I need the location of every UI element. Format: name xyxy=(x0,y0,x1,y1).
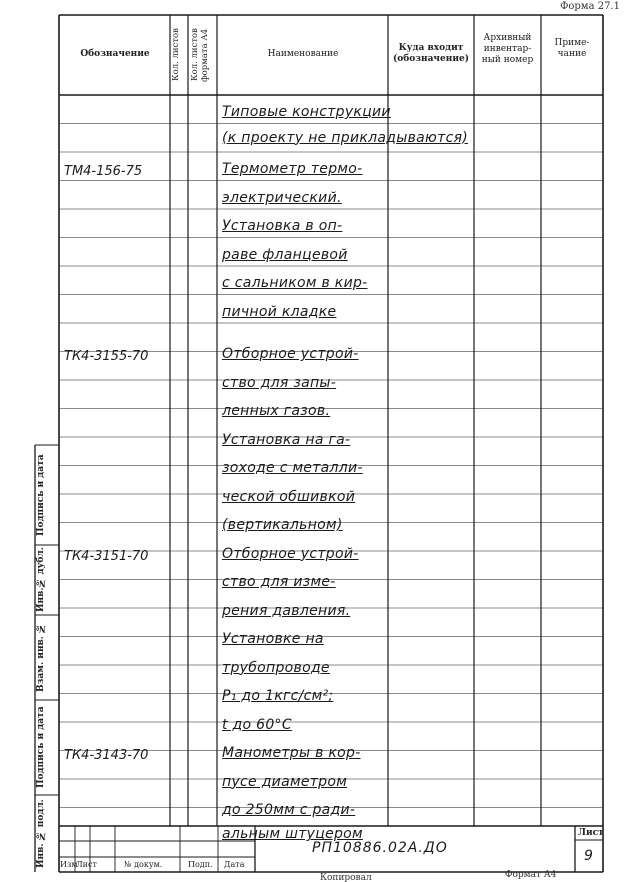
stamp-sheet-number: 9 xyxy=(584,848,594,864)
side-sign-date-1: Подпись и дата xyxy=(36,454,46,536)
footer-copied: Копировал xyxy=(320,873,372,882)
header-name: Наименование xyxy=(267,49,339,59)
row-name: Манометры в кор- xyxy=(222,745,361,762)
row-name: рения давления. xyxy=(222,602,351,619)
row-name: ленных газов. xyxy=(222,403,331,420)
stamp-doc-no: № докум. xyxy=(124,860,163,869)
row-name: Типовые конструкции xyxy=(222,104,391,120)
row-name: зоходе с металли- xyxy=(222,460,363,477)
row-name: Установке на xyxy=(222,631,324,648)
row-name: трубопроводе xyxy=(222,659,330,676)
row-name: раве фланцевой xyxy=(222,246,348,263)
side-orig-inv: Инв. № подл. xyxy=(36,799,46,868)
row-name: пусе диаметром xyxy=(222,773,348,790)
header-a4-count: Кол. листов формата А4 xyxy=(190,28,210,82)
row-name: Установка на га- xyxy=(222,431,351,448)
row-code: ТМ4-156-75 xyxy=(64,164,143,179)
stamp-sheet: Лист xyxy=(76,860,97,869)
row-name: Термометр термо- xyxy=(222,161,363,177)
side-sign-date-2: Подпись и дата xyxy=(36,706,46,789)
row-name: t до 60°С xyxy=(222,716,292,733)
header-archive: Архивный инвентар-ный номер xyxy=(481,33,534,65)
row-name: с сальником в кир- xyxy=(222,275,368,291)
row-name: Установка в оп- xyxy=(222,218,343,234)
row-name: ческой обшивкой xyxy=(222,488,356,505)
row-name: (вертикальном) xyxy=(222,517,343,534)
row-name: электрический. xyxy=(222,189,342,206)
row-code: ТК4-3155-70 xyxy=(64,349,149,365)
header-sheet-count: Кол. листов xyxy=(171,28,181,82)
stamp-date: Дата xyxy=(224,860,245,869)
side-replace-inv: Взам. инв. № xyxy=(36,622,46,693)
row-name: ство для изме- xyxy=(222,574,336,591)
row-name: Отборное устрой- xyxy=(222,346,359,363)
row-name: пичной кладке xyxy=(222,303,337,320)
header-where-used: Куда входит (обозначение) xyxy=(393,43,469,64)
header-designation: Обозначение xyxy=(80,49,150,59)
stamp-change: Изм xyxy=(60,860,78,869)
stamp-sign: Подп. xyxy=(188,860,213,869)
stamp-sheet-label: Лист xyxy=(578,828,604,838)
header-note: Приме-чание xyxy=(554,38,590,59)
footer-format: Формат А4 xyxy=(505,870,557,880)
row-name: P₁ до 1кгс/см²; xyxy=(222,688,334,705)
row-name: ство для запы- xyxy=(222,374,337,391)
row-name: до 250мм с ради- xyxy=(222,802,356,819)
side-dup-inv: Инв.№ дубл. xyxy=(36,547,46,613)
document-number: РП10886.02А.ДО xyxy=(312,840,448,856)
row-code: ТК4-3151-70 xyxy=(64,548,149,564)
form-label: Форма 27.1 xyxy=(560,1,620,12)
row-code: ТК4-3143-70 xyxy=(64,748,149,764)
row-name: Отборное устрой- xyxy=(222,545,359,562)
row-name: альным штуцером xyxy=(222,826,363,843)
row-name: (к проекту не прикладываются) xyxy=(222,129,469,146)
